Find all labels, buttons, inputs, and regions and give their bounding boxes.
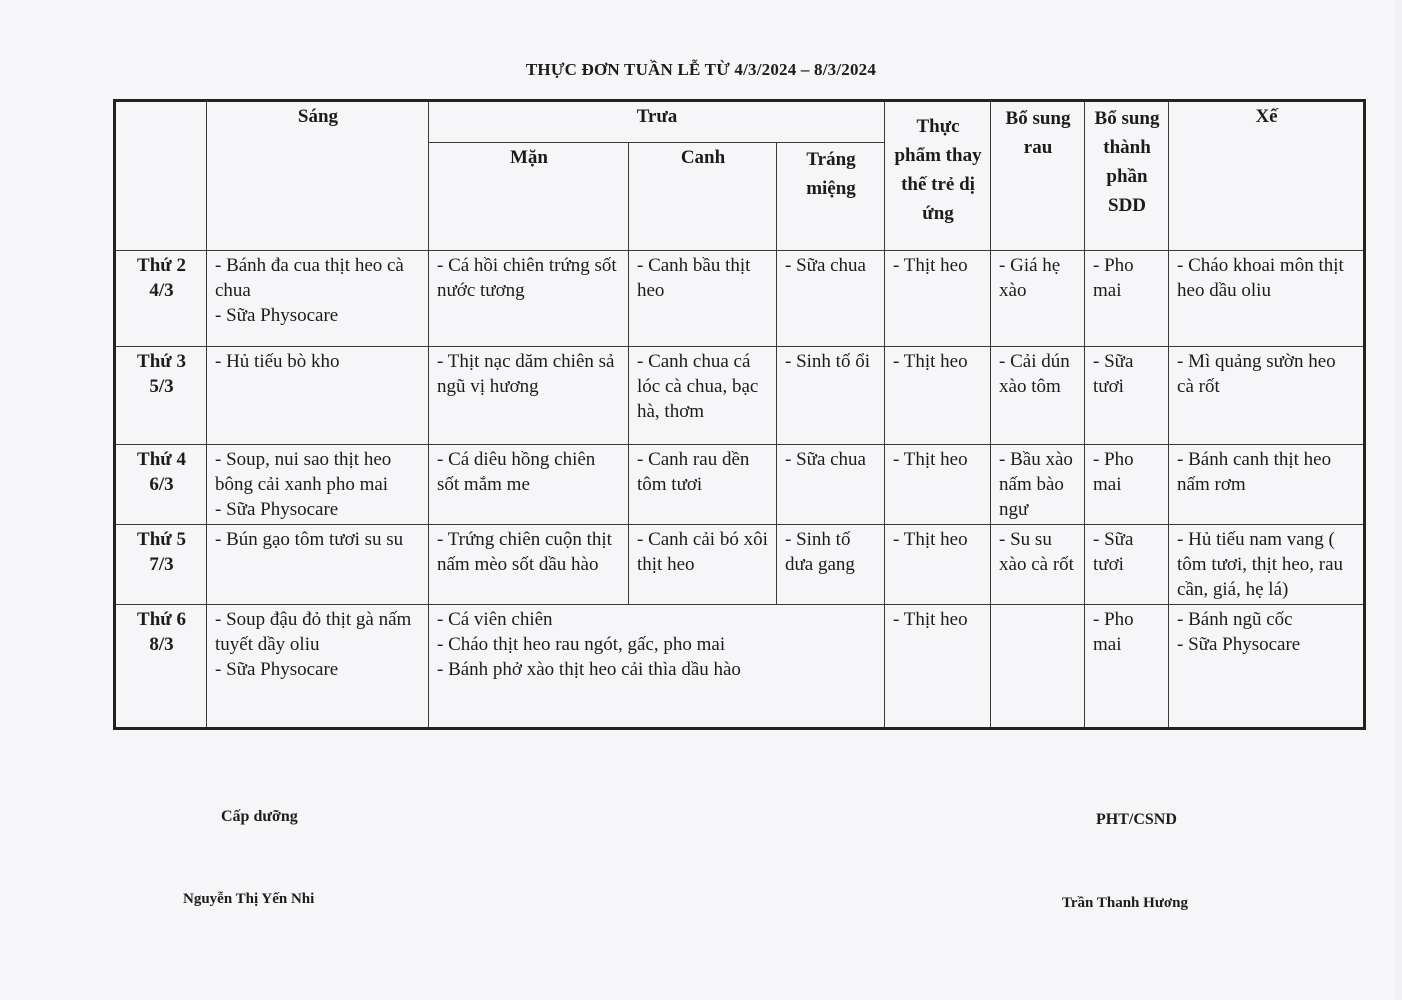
sdd-cell: - Pho mai xyxy=(1085,445,1169,525)
header-canh: Canh xyxy=(629,143,777,251)
day-cell xyxy=(115,605,207,729)
thay-the-cell: - Thịt heo xyxy=(885,445,991,525)
signature-name-right: Trần Thanh Hương xyxy=(1062,895,1188,911)
header-thay-the: Thực phẩm thay thế trẻ dị ứng xyxy=(885,101,991,251)
day-date: 7/3 xyxy=(149,554,174,575)
xe-item: - Bánh canh thịt heo nấm rơm xyxy=(1177,449,1332,495)
rau-cell: - Cải dún xào tôm xyxy=(991,347,1085,445)
sang-item: - Sữa Physocare xyxy=(215,499,339,520)
canh-cell: - Canh rau dền tôm tươi xyxy=(629,445,777,525)
trang-mieng-cell: - Sữa chua xyxy=(777,251,885,347)
canh-cell: - Canh cải bó xôi thịt heo xyxy=(629,525,777,605)
header-trang-mieng: Tráng miệng xyxy=(777,143,885,251)
rau-cell: - Su su xào cà rốt xyxy=(991,525,1085,605)
day-date: 4/3 xyxy=(149,280,174,301)
day-cell xyxy=(115,445,207,525)
day-date: 8/3 xyxy=(149,634,174,655)
canh-cell: - Canh bầu thịt heo xyxy=(629,251,777,347)
day-date: 6/3 xyxy=(149,474,174,495)
sang-item: - Sữa Physocare xyxy=(215,659,339,680)
sang-cell xyxy=(207,445,429,525)
sang-item: - Soup đậu đỏ thịt gà nấm tuyết dầy oliu xyxy=(215,609,412,655)
xe-item: - Mì quảng sườn heo cà rốt xyxy=(1177,351,1336,397)
signature-role-right: PHT/CSND xyxy=(1096,811,1177,828)
trang-mieng-cell: - Sinh tố ổi xyxy=(777,347,885,445)
day-date: 5/3 xyxy=(149,376,174,397)
thay-the-cell: - Thịt heo xyxy=(885,525,991,605)
sang-cell xyxy=(207,251,429,347)
sdd-cell: - Pho mai xyxy=(1085,605,1169,729)
lunch-item: - Cá viên chiên xyxy=(437,609,553,630)
table-row xyxy=(115,525,1365,605)
sang-item: - Hủ tiếu bò kho xyxy=(215,351,340,372)
header-xe: Xế xyxy=(1169,101,1365,251)
sang-item: - Bún gạo tôm tươi su su xyxy=(215,529,404,550)
man-cell: - Trứng chiên cuộn thịt nấm mèo sốt dầu hào xyxy=(429,525,629,605)
table-row xyxy=(115,605,1365,729)
man-cell: - Cá diêu hồng chiên sốt mắm me xyxy=(429,445,629,525)
xe-item: - Sữa Physocare xyxy=(1177,634,1301,655)
lunch-item: - Cháo thịt heo rau ngót, gấc, pho mai xyxy=(437,634,726,655)
sang-cell xyxy=(207,347,429,445)
sang-cell xyxy=(207,605,429,729)
header-sang: Sáng xyxy=(207,101,429,251)
xe-item: - Hủ tiếu nam vang ( tôm tươi, thịt heo, rau cần, giá, hẹ lá) xyxy=(1177,529,1344,600)
canh-cell: - Canh chua cá lóc cà chua, bạc hà, thơm xyxy=(629,347,777,445)
sang-cell xyxy=(207,525,429,605)
sang-item: - Bánh đa cua thịt heo cà chua xyxy=(215,255,404,301)
header-trua: Trưa xyxy=(429,101,885,143)
xe-cell xyxy=(1169,605,1365,729)
sdd-cell: - Sữa tươi xyxy=(1085,525,1169,605)
sang-item: - Sữa Physocare xyxy=(215,305,339,326)
day-cell xyxy=(115,525,207,605)
signature-name-left: Nguyễn Thị Yến Nhi xyxy=(183,891,315,907)
xe-cell xyxy=(1169,445,1365,525)
day-label: Thứ 2 xyxy=(137,255,186,276)
weekly-menu-table xyxy=(113,99,1366,730)
day-cell xyxy=(115,251,207,347)
table-row xyxy=(115,347,1365,445)
table-row xyxy=(115,251,1365,347)
sdd-cell: - Pho mai xyxy=(1085,251,1169,347)
day-label: Thứ 6 xyxy=(137,609,186,630)
header-bo-sung-sdd: Bổ sung thành phần SDD xyxy=(1085,101,1169,251)
thay-the-cell: - Thịt heo xyxy=(885,251,991,347)
menu-title: THỰC ĐƠN TUẦN LỄ TỪ 4/3/2024 – 8/3/2024 xyxy=(525,60,877,79)
lunch-item: - Bánh phở xào thịt heo cải thìa dầu hào xyxy=(437,659,741,680)
man-cell: - Cá hồi chiên trứng sốt nước tương xyxy=(429,251,629,347)
day-label: Thứ 5 xyxy=(137,529,186,550)
trang-mieng-cell: - Sữa chua xyxy=(777,445,885,525)
xe-cell xyxy=(1169,251,1365,347)
rau-cell xyxy=(991,605,1085,729)
sang-item: - Soup, nui sao thịt heo bông cải xanh pho mai xyxy=(215,449,392,495)
thay-the-cell: - Thịt heo xyxy=(885,605,991,729)
day-label: Thứ 3 xyxy=(137,351,186,372)
xe-cell xyxy=(1169,525,1365,605)
trang-mieng-cell: - Sinh tố dưa gang xyxy=(777,525,885,605)
rau-cell: - Bầu xào nấm bào ngư xyxy=(991,445,1085,525)
xe-item: - Cháo khoai môn thịt heo dầu oliu xyxy=(1177,255,1344,301)
header-bo-sung-rau: Bổ sung rau xyxy=(991,101,1085,251)
thay-the-cell: - Thịt heo xyxy=(885,347,991,445)
header-day-empty xyxy=(115,101,207,251)
sdd-cell: - Sữa tươi xyxy=(1085,347,1169,445)
rau-cell: - Giá hẹ xào xyxy=(991,251,1085,347)
lunch-merged-cell xyxy=(429,605,885,729)
signature-role-left: Cấp dưỡng xyxy=(221,808,298,825)
day-label: Thứ 4 xyxy=(137,449,186,470)
xe-item: - Bánh ngũ cốc xyxy=(1177,609,1293,630)
header-row-top xyxy=(115,101,1365,143)
xe-cell xyxy=(1169,347,1365,445)
header-man: Mặn xyxy=(429,143,629,251)
table-row xyxy=(115,445,1365,525)
man-cell: - Thịt nạc dăm chiên sả ngũ vị hương xyxy=(429,347,629,445)
day-cell xyxy=(115,347,207,445)
